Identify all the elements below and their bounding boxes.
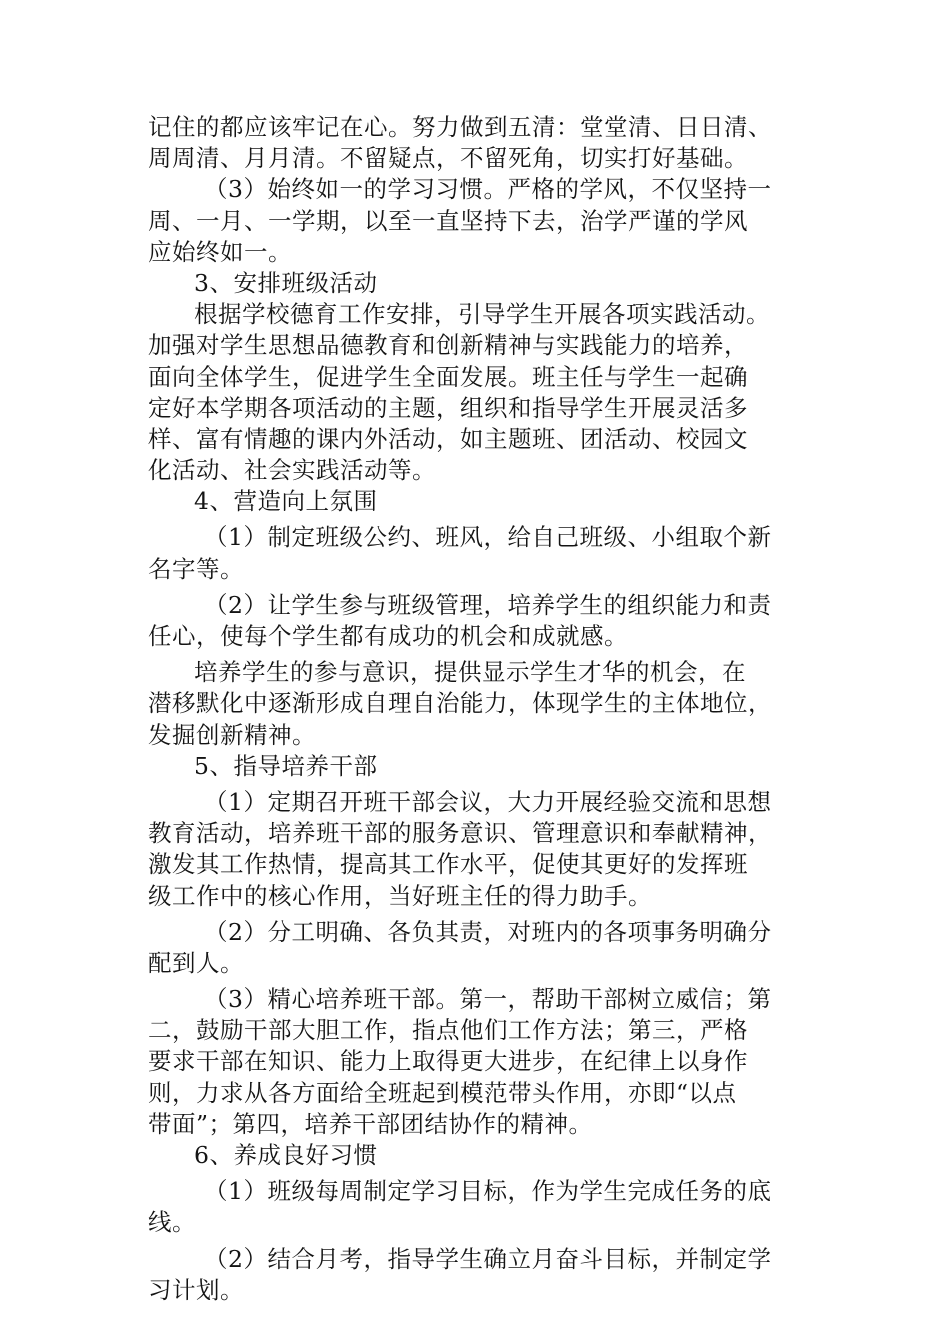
text-line: 线。 xyxy=(148,1208,196,1237)
text-line: （2）结合月考，指导学生确立月奋斗目标，并制定学 xyxy=(204,1244,772,1273)
text-line: 面向全体学生，促进学生全面发展。班主任与学生一起确 xyxy=(148,362,748,391)
text-line: 周、一月、一学期，以至一直坚持下去，治学严谨的学风 xyxy=(148,206,748,235)
text-line: 培养学生的参与意识，提供显示学生才华的机会，在 xyxy=(194,658,746,687)
text-line: （1）班级每周制定学习目标，作为学生完成任务的底 xyxy=(204,1177,772,1206)
text-line: 加强对学生思想品德教育和创新精神与实践能力的培养， xyxy=(148,331,748,360)
text-line: 二，鼓励干部大胆工作，指点他们工作方法；第三，严格 xyxy=(148,1016,748,1045)
text-line: 级工作中的核心作用，当好班主任的得力助手。 xyxy=(148,881,652,910)
text-line: 根据学校德育工作安排，引导学生开展各项实践活动。 xyxy=(194,300,770,329)
text-line: 任心，使每个学生都有成功的机会和成就感。 xyxy=(148,622,628,650)
text-line: （2）让学生参与班级管理，培养学生的组织能力和责 xyxy=(204,590,772,619)
text-line: 激发其工作热情，提高其工作水平，促使其更好的发挥班 xyxy=(148,850,748,879)
text-line: 潜移默化中逐渐形成自理自治能力，体现学生的主体地位， xyxy=(148,689,772,718)
text-line: （3）精心培养班干部。第一，帮助干部树立威信；第 xyxy=(204,985,772,1014)
text-line: 名字等。 xyxy=(148,554,244,583)
text-line: 教育活动，培养班干部的服务意识、管理意识和奉献精神， xyxy=(148,819,772,848)
text-line: （2）分工明确、各负其责，对班内的各项事务明确分 xyxy=(204,917,772,946)
text-line: 化活动、社会实践活动等。 xyxy=(148,456,436,485)
text-line: 样、富有情趣的课内外活动，如主题班、团活动、校园文 xyxy=(148,424,748,453)
text-line: （1）定期召开班干部会议，大力开展经验交流和思想 xyxy=(204,787,772,816)
section-heading: 5、指导培养干部 xyxy=(194,751,378,780)
text-line: 配到人。 xyxy=(148,948,244,977)
text-line: （3）始终如一的学习习惯。严格的学风，不仅坚持一 xyxy=(204,175,772,204)
document-body xyxy=(148,112,808,1306)
text-line: 发掘创新精神。 xyxy=(148,720,316,749)
text-line: 则，力求从各方面给全班起到模范带头作用，亦即“以点 xyxy=(148,1078,737,1107)
section-heading: 4、营造向上氛围 xyxy=(194,487,378,516)
text-line: 应始终如一。 xyxy=(148,237,292,266)
text-line: 记住的都应该牢记在心。努力做到五清：堂堂清、日日清、 xyxy=(148,113,772,141)
text-line: 定好本学期各项活动的主题，组织和指导学生开展灵活多 xyxy=(148,393,748,422)
text-line: 习计划。 xyxy=(148,1275,244,1304)
text-line: （1）制定班级公约、班风，给自己班级、小组取个新 xyxy=(204,523,772,552)
section-heading: 6、养成良好习惯 xyxy=(194,1141,378,1169)
text-line: 带面”；第四，培养干部团结协作的精神。 xyxy=(148,1109,593,1138)
text-line: 周周清、月月清。不留疑点，不留死角，切实打好基础。 xyxy=(148,144,748,173)
section-heading: 3、安排班级活动 xyxy=(194,268,378,297)
text-line: 要求干部在知识、能力上取得更大进步，在纪律上以身作 xyxy=(148,1047,748,1076)
